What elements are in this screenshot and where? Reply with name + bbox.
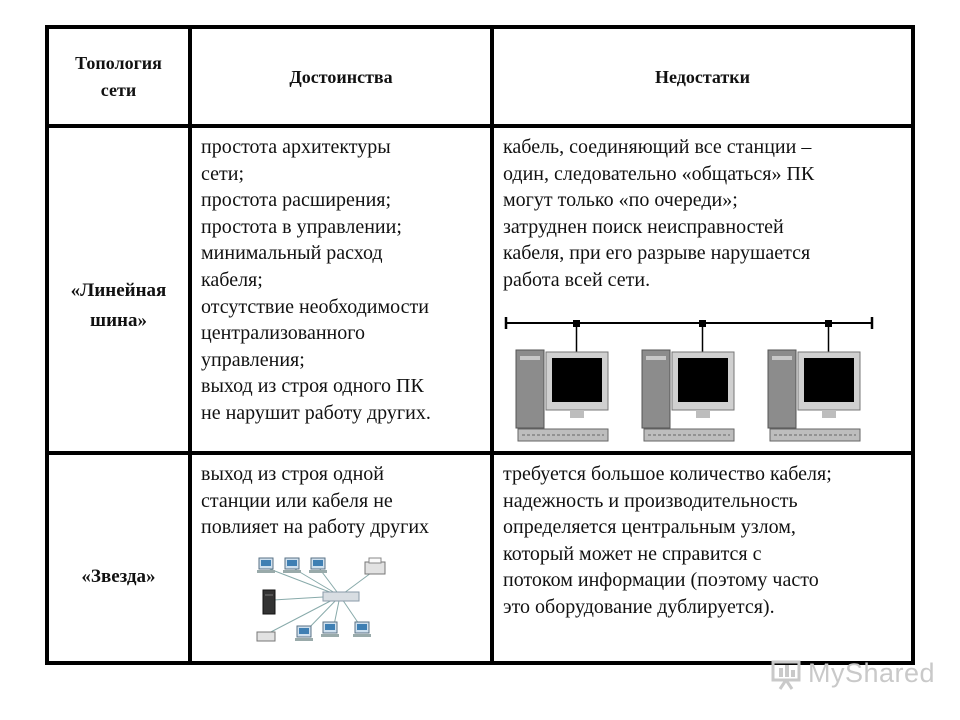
bus-disadvantages: кабель, соединяющий все станции – один, следовательно «общаться» ПК могут только «по очереди»; затруднен поиск неисправностей кабеля, при его разрыве нарушается работа всей сети.	[503, 136, 815, 291]
computer-icon	[642, 320, 734, 441]
star-disadvantages: требуется большое количество кабеля; надежность и производительность определяется центральным узлом, который может не справится с потоком информации (поэтому часто это оборудование дублируется).	[503, 463, 832, 618]
workstation-icon	[283, 558, 301, 573]
topology-star: «Звезда»	[81, 566, 156, 587]
workstation-icon	[309, 558, 327, 573]
workstation-icon	[321, 622, 339, 637]
computer-icon	[516, 320, 608, 441]
printer-icon	[365, 558, 385, 574]
workstation-icon	[295, 626, 313, 641]
printer-icon	[257, 632, 275, 641]
switch-icon	[323, 592, 359, 601]
star-topology-illustration	[245, 548, 395, 650]
topology-bus: «Линейная шина»	[70, 280, 167, 331]
header-topology: Топология сети	[75, 53, 162, 100]
row-divider	[45, 451, 915, 455]
bus-topology-illustration	[498, 312, 888, 448]
column-divider	[188, 25, 192, 665]
star-advantages: выход из строя одной станции или кабеля не повлияет на работу других	[201, 463, 430, 539]
header-disadvantages: Недостатки	[654, 67, 751, 87]
bus-advantages: простота архитектуры сети; простота расширения; простота в управлении; минимальный расход кабеля; отсутствие необходимости централизованного управления; выход из строя одного ПК не нарушит работу других.	[201, 136, 431, 424]
watermark-text: MyShared	[808, 658, 936, 688]
workstation-icon	[353, 622, 371, 637]
header-advantages: Достоинства	[289, 67, 393, 87]
presentation-logo-icon	[770, 659, 804, 691]
row-divider	[45, 124, 915, 128]
server-icon	[263, 590, 275, 614]
computer-icon	[768, 320, 860, 441]
workstation-icon	[257, 558, 275, 573]
column-divider	[490, 25, 494, 665]
watermark	[762, 655, 936, 695]
